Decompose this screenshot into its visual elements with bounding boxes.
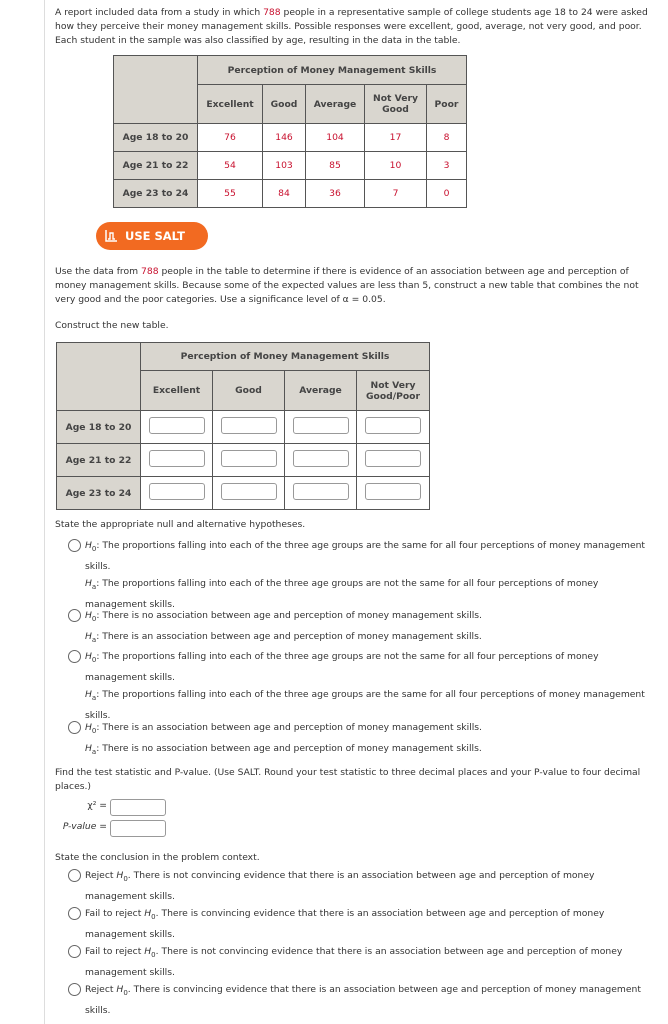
ha-text	[85, 628, 658, 649]
row-header: Age 23 to 24	[57, 477, 141, 510]
h0-statement: : The proportions falling into each of the three age groups are the same for all four perceptions of money management skills.	[85, 540, 646, 572]
h0-symbol: H	[116, 984, 124, 995]
conclusion-statement: . There is not convincing evidence that there is an association between age and perception of money management skills.	[85, 870, 595, 902]
cell-input[interactable]	[221, 417, 277, 434]
h0-text	[85, 537, 658, 575]
cell: 8	[427, 124, 467, 152]
cell: 55	[198, 180, 263, 208]
conclusion-statement: . There is convincing evidence that there is an association between age and perception of money management skills.	[85, 908, 605, 940]
h0-symbol: H	[144, 946, 152, 957]
para-post: people in the table to determine if there is evidence of an association between age and perception of money management skills. Because some of the expected values are less than 5, construct a new table that combines the not very good and the poor categories. Use a significance level of α = 0.05.	[55, 266, 639, 305]
table-row	[57, 444, 430, 477]
ha-statement: : There is no association between age and perception of money management skills.	[96, 742, 482, 754]
cell: 0	[427, 180, 467, 208]
conclusion-statement: . There is convincing evidence that there is an association between age and perception of money management skills.	[85, 984, 641, 1016]
cell-input[interactable]	[149, 483, 205, 500]
ha-text	[85, 740, 658, 761]
conclusion-text	[85, 867, 658, 905]
ha-symbol: H	[85, 630, 92, 642]
radio-button[interactable]	[68, 650, 81, 663]
h0-sub: 0	[91, 544, 97, 553]
h0-statement: : There is no association between age and perception of money management skills.	[96, 610, 482, 621]
hypothesis-option[interactable]	[68, 537, 658, 613]
use-salt-button[interactable]	[96, 222, 208, 250]
para-pre: Use the data from	[55, 266, 141, 277]
use-salt-label: USE SALT	[125, 229, 185, 243]
chi-square-input[interactable]	[110, 799, 166, 816]
conclusion-option[interactable]	[68, 867, 658, 905]
col-header: Good	[213, 371, 285, 411]
decision: Fail to reject	[85, 908, 145, 919]
h0-sub: 0	[91, 614, 97, 623]
combined-table	[56, 342, 430, 510]
ha-sub: a	[91, 582, 97, 591]
col-header: Poor	[427, 85, 467, 124]
intro-post: people in a representative sample of college students age 18 to 24 were asked how they perceive their money management skills. Possible responses were excellent, good, average, not very good, and poor. Each student in the sample was also classified by age, resulting in the data in the table.	[55, 7, 648, 46]
table-title: Perception of Money Management Skills	[198, 56, 467, 85]
row-header: Age 21 to 22	[114, 152, 198, 180]
cell: 84	[263, 180, 306, 208]
observed-table	[113, 55, 467, 208]
row-header: Age 23 to 24	[114, 180, 198, 208]
hypotheses-prompt: State the appropriate null and alternative hypotheses.	[55, 519, 306, 530]
h0-symbol: H	[85, 651, 92, 662]
ha-statement: : The proportions falling into each of the three age groups are not the same for all four perceptions of money management skills.	[85, 577, 599, 610]
table-title: Perception of Money Management Skills	[141, 343, 430, 371]
chi-square-label: χ² =	[87, 800, 107, 811]
cell-input[interactable]	[365, 450, 421, 467]
test-prompt: Find the test statistic and P-value. (Use SALT. Round your test statistic to three decimal places and your P-value to four decimal places.)	[55, 767, 641, 792]
table-row	[114, 152, 467, 180]
radio-button[interactable]	[68, 609, 81, 622]
h0-symbol: H	[85, 610, 92, 621]
cell: 10	[365, 152, 427, 180]
construct-prompt: Construct the new table.	[55, 320, 169, 331]
sample-size: 788	[263, 7, 281, 18]
row-header: Age 18 to 20	[57, 411, 141, 444]
conclusion-statement: . There is not convincing evidence that there is an association between age and perception of money management skills.	[85, 946, 623, 978]
h0-text	[85, 719, 658, 740]
instructions-text	[55, 265, 660, 307]
h0-sub: 0	[151, 950, 156, 959]
table-row	[57, 477, 430, 510]
decision: Fail to reject	[85, 946, 145, 957]
conclusion-option[interactable]	[68, 905, 658, 943]
decision: Reject	[85, 984, 117, 995]
conclusion-text	[85, 943, 658, 981]
row-header: Age 18 to 20	[114, 124, 198, 152]
table-row	[114, 124, 467, 152]
ha-sub: a	[91, 747, 97, 756]
cell: 17	[365, 124, 427, 152]
col-header: Average	[285, 371, 357, 411]
ha-symbol: H	[85, 577, 92, 589]
table-row	[114, 180, 467, 208]
decision: Reject	[85, 870, 117, 881]
h0-sub: 0	[123, 874, 128, 883]
col-header: Good	[263, 85, 306, 124]
radio-button[interactable]	[68, 539, 81, 552]
col-header: Average	[306, 85, 365, 124]
cell: 85	[306, 152, 365, 180]
cell-input[interactable]	[221, 450, 277, 467]
cell: 76	[198, 124, 263, 152]
cell-input[interactable]	[293, 483, 349, 500]
p-value-label	[55, 821, 107, 832]
conclusion-text	[85, 981, 658, 1019]
ha-statement: : The proportions falling into each of the three age groups are the same for all four perceptions of money management skills.	[85, 688, 645, 721]
hypothesis-option[interactable]	[68, 607, 658, 649]
h0-sub: 0	[91, 655, 97, 664]
col-header: Excellent	[141, 371, 213, 411]
col-header: Not Very Good/Poor	[357, 371, 430, 411]
cell-input[interactable]	[293, 450, 349, 467]
h0-text	[85, 607, 658, 628]
cell-input[interactable]	[293, 417, 349, 434]
ha-sub: a	[91, 635, 97, 644]
h0-sub: 0	[151, 912, 156, 921]
hypothesis-option[interactable]	[68, 719, 658, 761]
cell-input[interactable]	[365, 417, 421, 434]
cell: 54	[198, 152, 263, 180]
radio-button[interactable]	[68, 721, 81, 734]
h0-sub: 0	[123, 988, 128, 997]
p-value-label-text: P-value =	[62, 821, 107, 832]
col-header: Not Very Good	[365, 85, 427, 124]
ha-statement: : There is an association between age and perception of money management skills.	[96, 630, 482, 642]
intro-pre: A report included data from a study in which	[55, 7, 264, 18]
conclusion-text	[85, 905, 658, 943]
conclusion-option[interactable]	[68, 943, 658, 981]
ha-symbol: H	[85, 688, 92, 700]
radio-button[interactable]	[68, 869, 81, 882]
cell: 36	[306, 180, 365, 208]
cell-input[interactable]	[365, 483, 421, 500]
radio-button[interactable]	[68, 945, 81, 958]
cell: 7	[365, 180, 427, 208]
cell-input[interactable]	[221, 483, 277, 500]
col-header: Excellent	[198, 85, 263, 124]
ha-symbol: H	[85, 742, 92, 754]
sample-size: 788	[141, 266, 159, 277]
cell: 103	[263, 152, 306, 180]
conclusion-prompt: State the conclusion in the problem context.	[55, 852, 260, 863]
h0-sub: 0	[91, 726, 97, 735]
h0-symbol: H	[116, 870, 124, 881]
radio-button[interactable]	[68, 907, 81, 920]
cell: 3	[427, 152, 467, 180]
conclusion-option[interactable]	[68, 981, 658, 1019]
radio-button[interactable]	[68, 983, 81, 996]
p-value-input[interactable]	[110, 820, 166, 837]
ha-sub: a	[91, 693, 97, 702]
distribution-icon	[105, 230, 118, 242]
intro-text	[55, 6, 660, 48]
content-border	[44, 0, 45, 1024]
corner-cell	[114, 56, 198, 124]
h0-text	[85, 648, 658, 686]
row-header: Age 21 to 22	[57, 444, 141, 477]
h0-symbol: H	[85, 540, 92, 551]
h0-statement: : The proportions falling into each of the three age groups are not the same for all four perceptions of money management skills.	[85, 651, 599, 683]
ha-text	[85, 686, 658, 724]
h0-symbol: H	[144, 908, 152, 919]
corner-cell	[57, 343, 141, 411]
hypothesis-option[interactable]	[68, 648, 658, 724]
cell: 104	[306, 124, 365, 152]
h0-symbol: H	[85, 722, 92, 733]
cell-input[interactable]	[149, 417, 205, 434]
table-row	[57, 411, 430, 444]
h0-statement: : There is an association between age and perception of money management skills.	[96, 722, 482, 733]
cell: 146	[263, 124, 306, 152]
cell-input[interactable]	[149, 450, 205, 467]
